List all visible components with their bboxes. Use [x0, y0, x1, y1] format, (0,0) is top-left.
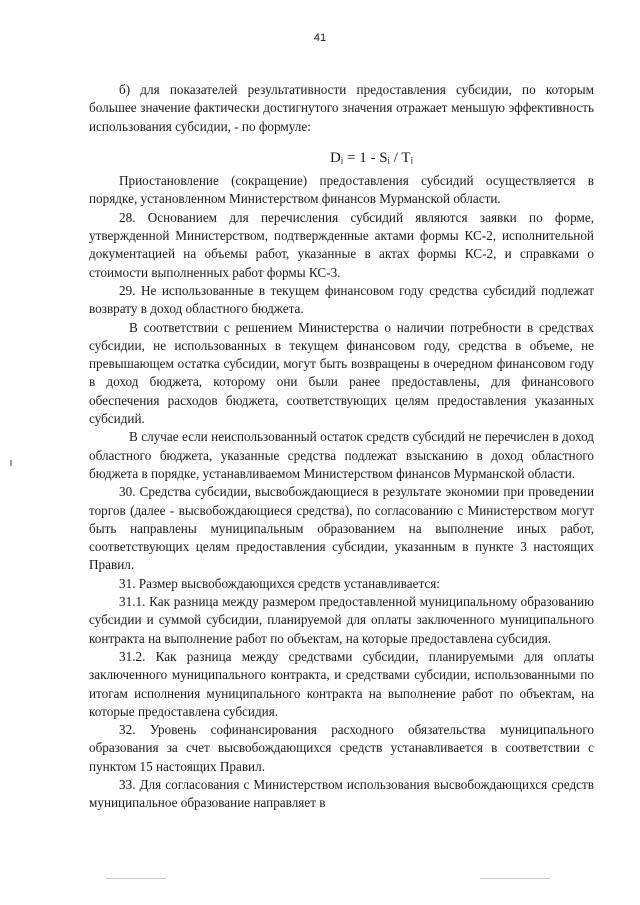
paragraph-29-decision: В соответствии с решением Министерства о наличии потребности в средствах субсидии, не использованных в текущем финансовом году, средства в объеме, не превышающем остатка субсидии, могут быть возвращены в очередном финансовом году в доход бюджета, которому они были ранее предоставлены, для финансового обеспечения расходов бюджета, соответствующих целям предоставления указанных субсидий. — [89, 319, 594, 427]
paragraph-33: 33. Для согласования с Министерством использования высвобождающихся средств муниципальное образование направляет в — [89, 776, 594, 811]
footer-rule-left — [106, 878, 166, 879]
paragraph-b-formula-intro: б) для показателей результативности предоставления субсидии, по которым большее значение фактически достигнутого значения отражает меньшую эффективность использования субсидии, - по формуле: — [89, 82, 594, 134]
paragraph-29: 29. Не использованные в текущем финансовом году средства субсидий подлежат возврату в доход областного бюджета. — [89, 282, 594, 317]
paragraph-suspension: Приостановление (сокращение) предоставления субсидий осуществляется в порядке, установленном Министерством финансов Мурманской области. — [89, 173, 594, 207]
formula: Dᵢ = 1 - Sᵢ / Tᵢ — [329, 149, 414, 166]
paragraph-31: 31. Размер высвобождающихся средств устанавливается: — [119, 575, 440, 591]
footer-rule-right — [480, 878, 550, 879]
page-number: 41 — [313, 32, 327, 44]
paragraph-30: 30. Средства субсидии, высвобождающиеся в результате экономии при проведении торгов (далее - высвобождающиеся средства), по согласованию с Министерством могут быть направлены муниципальным образованием на выполнение иных работ, соответствующих целям предоставления субсидии, указанным в пункте 3 настоящих Правил. — [89, 484, 594, 573]
paragraph-31-2: 31.2. Как разница между средствами субсидии, планируемыми для оплаты заключенного муниципального контракта, и средствами субсидии, использованными по итогам исполнения муниципального контракта на выполнение работ по объектам, на которые предоставлена субсидия. — [89, 648, 594, 719]
paragraph-29-recovery: В случае если неиспользованный остаток средств субсидий не перечислен в доход областного бюджета, указанные средства подлежат взысканию в доход областного бюджета в порядке, устанавливаемом Министерством финансов Мурманской области. — [89, 429, 594, 481]
scan-margin-mark — [10, 460, 12, 466]
document-body — [89, 81, 594, 813]
paragraph-32: 32. Уровень софинансирования расходного обязательства муниципального образования за счет высвобождающихся средств устанавливается в соответствии с пунктом 15 настоящих Правил. — [89, 722, 594, 774]
paragraph-31-1: 31.1. Как разница между размером предоставленной муниципальному образованию субсидии и суммой субсидии, планируемой для оплаты заключенного муниципального контракта на выполнение работ по объектам, на которые предоставлена субсидия. — [89, 594, 594, 646]
paragraph-28: 28. Основанием для перечисления субсидий являются заявки по форме, утвержденной Министерством, подтвержденные актами формы КС-2, исполнительной документацией на объемы работ, указанные в актах формы КС-2, и справками о стоимости выполненных работ формы КС-3. — [89, 209, 594, 280]
